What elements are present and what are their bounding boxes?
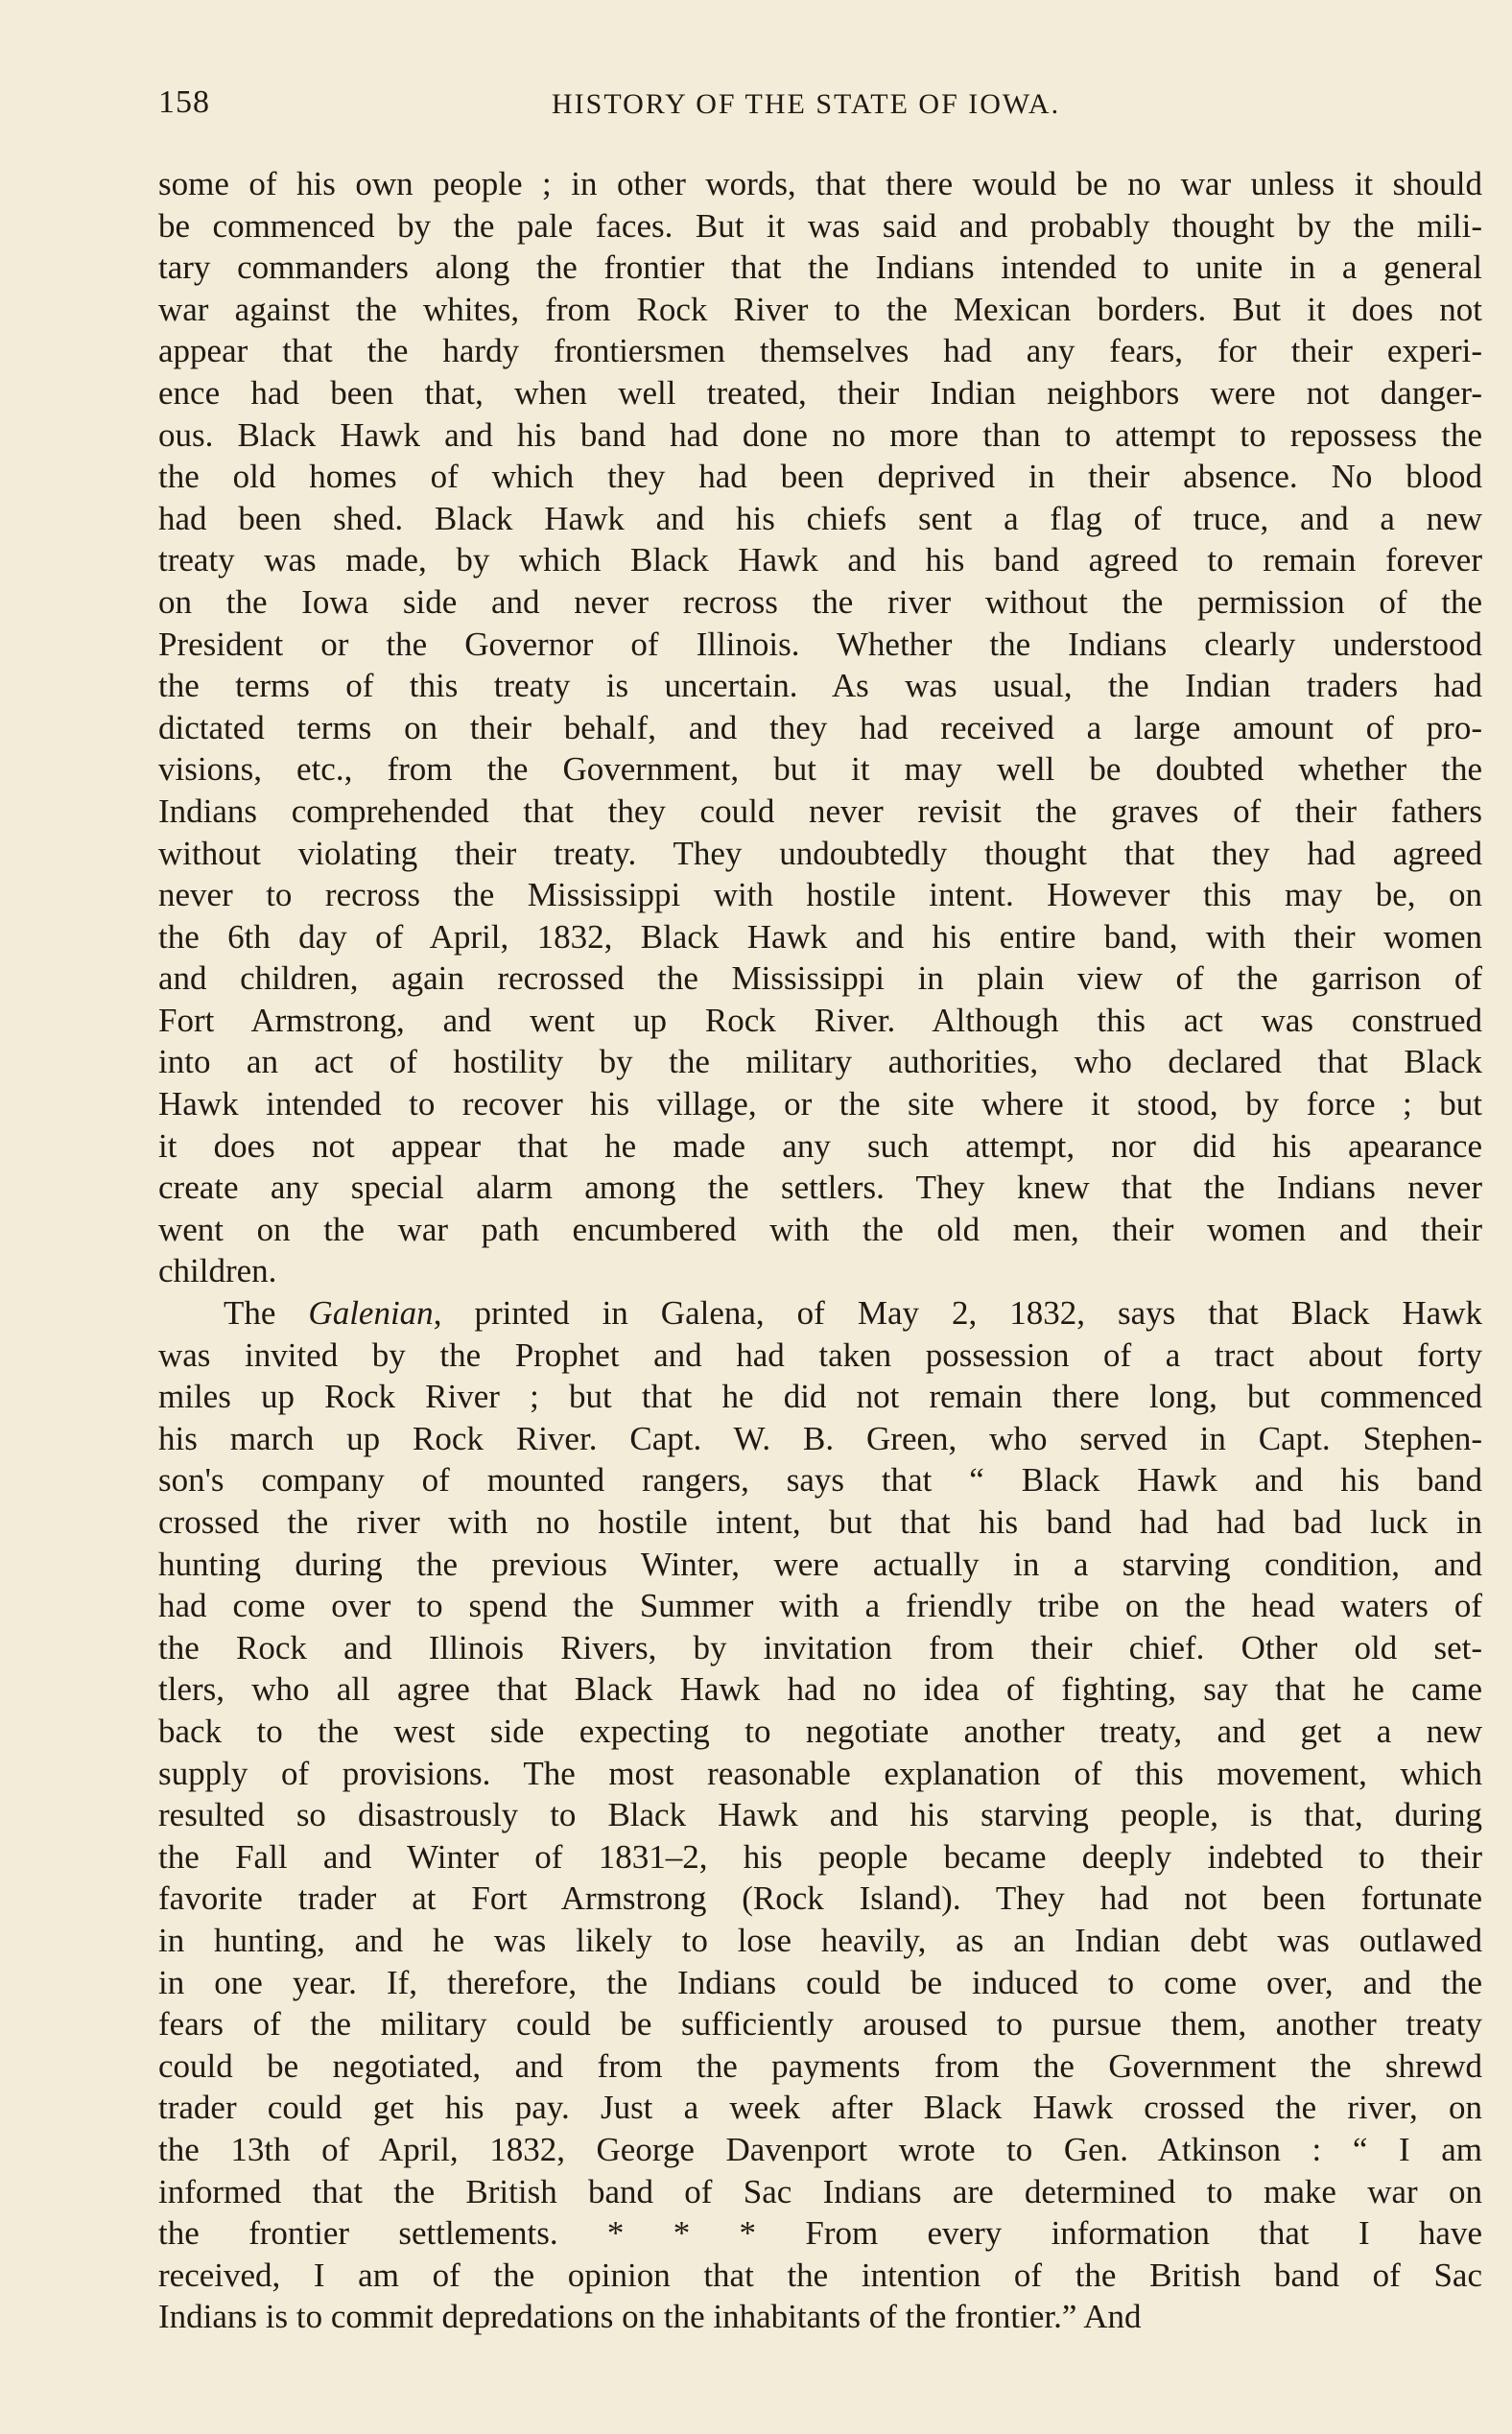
text-line: President or the Governor of Illinois. Whether the Indians clearly understood <box>158 625 1482 663</box>
text-line: informed that the British band of Sac Indians are determined to make war on <box>158 2172 1482 2210</box>
text-line: the frontier settlements. * * * From every information that I have <box>158 2214 1482 2253</box>
text-line: his march up Rock River. Capt. W. B. Green, who served in Capt. Stephen- <box>158 1419 1482 1457</box>
text-line: it does not appear that he made any such attempt, nor did his apearance <box>158 1126 1482 1165</box>
text-line: the Fall and Winter of 1831–2, his people became deeply indebted to their <box>158 1837 1482 1876</box>
text-line: favorite trader at Fort Armstrong (Rock Island). They had not been fortunate <box>158 1879 1482 1918</box>
text-line: dictated terms on their behalf, and they had received a large amount of pro- <box>158 708 1482 746</box>
paragraph <box>158 1292 1482 2338</box>
text-line: back to the west side expecting to negotiate another treaty, and get a new <box>158 1712 1482 1750</box>
text-line: visions, etc., from the Government, but it may well be doubted whether the <box>158 750 1482 789</box>
text-line <box>158 1292 1482 1335</box>
text-line: into an act of hostility by the military authorities, who declared that Black <box>158 1043 1482 1081</box>
text-line: was invited by the Prophet and had taken possession of a tract about forty <box>158 1335 1482 1374</box>
text-line: trader could get his pay. Just a week after Black Hawk crossed the river, on <box>158 2089 1482 2127</box>
text-line: without violating their treaty. They undoubtedly thought that they had agreed <box>158 834 1482 872</box>
text-line: tary commanders along the frontier that the Indians intended to unite in a general <box>158 248 1482 287</box>
text-line: war against the whites, from Rock River to the Mexican borders. But it does not <box>158 290 1482 328</box>
text-line: children. <box>158 1252 277 1290</box>
text-line: create any special alarm among the settlers. They knew that the Indians never <box>158 1169 1482 1207</box>
text-line: Fort Armstrong, and went up Rock River. Although this act was construed <box>158 1001 1482 1039</box>
text-line: crossed the river with no hostile intent, but that his band had had bad luck in <box>158 1503 1482 1541</box>
text-line: supply of provisions. The most reasonable explanation of this movement, which <box>158 1754 1482 1792</box>
text-line: son's company of mounted rangers, says that “ Black Hawk and his band <box>158 1461 1482 1500</box>
text-run: The <box>224 1294 309 1333</box>
text-line: ence had been that, when well treated, their Indian neighbors were not danger- <box>158 373 1482 412</box>
text-line: fears of the military could be sufficiently aroused to pursue them, another treaty <box>158 2005 1482 2044</box>
text-line: went on the war path encumbered with the old men, their women and their <box>158 1210 1482 1248</box>
text-line: Indians is to commit depredations on the inhabitants of the frontier.” And <box>158 2298 1142 2336</box>
text-line: hunting during the previous Winter, were actually in a starving condition, and <box>158 1545 1482 1583</box>
text-line: in hunting, and he was likely to lose heavily, as an Indian debt was outlawed <box>158 1921 1482 1959</box>
text-line: the 6th day of April, 1832, Black Hawk and his entire band, with their women <box>158 917 1482 956</box>
text-line: resulted so disastrously to Black Hawk and his starving people, is that, during <box>158 1796 1482 1834</box>
text-line: on the Iowa side and never recross the river without the permission of the <box>158 582 1482 621</box>
text-line: ous. Black Hawk and his band had done no more than to attempt to repossess the <box>158 415 1482 454</box>
text-line: treaty was made, by which Black Hawk and his band agreed to remain forever <box>158 541 1482 579</box>
running-title: HISTORY OF THE STATE OF IOWA. <box>552 88 1061 120</box>
text-line: had been shed. Black Hawk and his chiefs sent a flag of truce, and a new <box>158 499 1482 537</box>
text-line: some of his own people ; in other words, that there would be no war unless it should <box>158 165 1482 202</box>
body-text <box>158 163 1482 2338</box>
text-line: tlers, who all agree that Black Hawk had no idea of fighting, say that he came <box>158 1670 1482 1709</box>
text-line: the old homes of which they had been deprived in their absence. No blood <box>158 458 1482 496</box>
text-line: be commenced by the pale faces. But it was said and probably thought by the mili- <box>158 206 1482 245</box>
text-line: the terms of this treaty is uncertain. As was usual, the Indian traders had <box>158 667 1482 705</box>
text-line: and children, again recrossed the Mississippi in plain view of the garrison of <box>158 959 1482 998</box>
text-line: Indians comprehended that they could never revisit the graves of their fathers <box>158 792 1482 830</box>
paragraph <box>158 163 1482 1292</box>
text-line: could be negotiated, and from the payments from the Government the shrewd <box>158 2046 1482 2085</box>
newspaper-title: Galenian <box>308 1294 434 1333</box>
page-header <box>158 84 1482 132</box>
text-line: had come over to spend the Summer with a friendly tribe on the head waters of <box>158 1587 1482 1625</box>
page-number: 158 <box>158 84 210 120</box>
text-line: never to recross the Mississippi with hostile intent. However this may be, on <box>158 876 1482 914</box>
text-line: miles up Rock River ; but that he did not remain there long, but commenced <box>158 1378 1482 1416</box>
text-line: the Rock and Illinois Rivers, by invitation from their chief. Other old set- <box>158 1628 1482 1666</box>
text-line: received, I am of the opinion that the intention of the British band of Sac <box>158 2256 1482 2294</box>
text-line: Hawk intended to recover his village, or the site where it stood, by force ; but <box>158 1085 1482 1123</box>
text-run: , printed in Galena, of May 2, 1832, says that Black Hawk <box>433 1294 1482 1333</box>
text-line: in one year. If, therefore, the Indians could be induced to come over, and the <box>158 1963 1482 2001</box>
text-line: appear that the hardy frontiersmen themselves had any fears, for their experi- <box>158 332 1482 370</box>
text-line: the 13th of April, 1832, George Davenport wrote to Gen. Atkinson : “ I am <box>158 2130 1482 2168</box>
